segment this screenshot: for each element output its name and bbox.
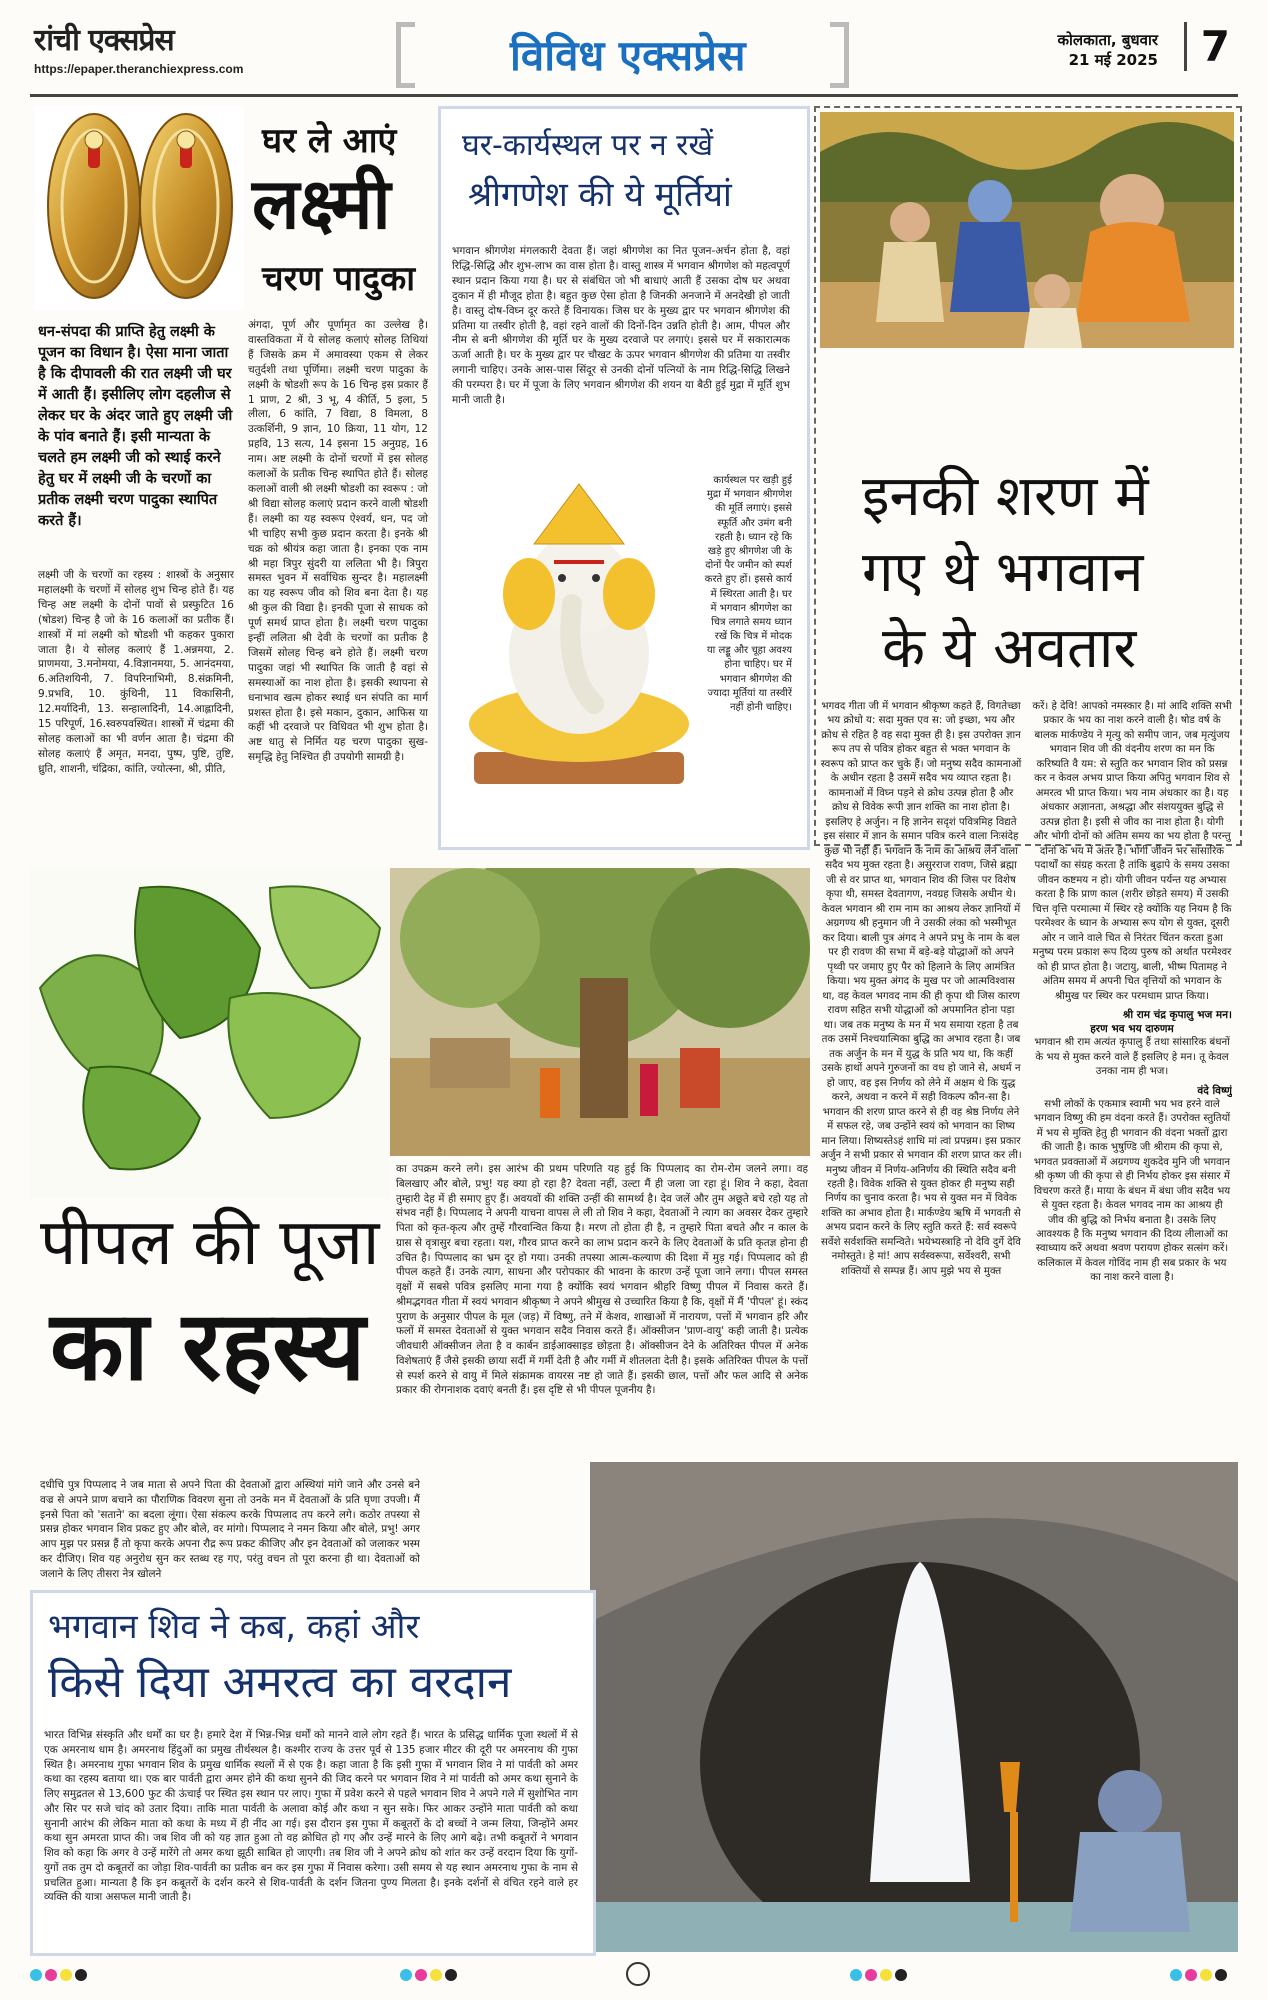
charan-paduka-image [34,106,244,310]
peepal-body-left: दधीचि पुत्र पिप्पलाद ने जब माता से अपने पिता की देवताओं द्वारा अस्थियां मांगे जाने और उनसे बने वज्र से अपने प्राण बचाने का पौराणिक विवरण सुना तो उनके मन में देवताओं के प्रति घृणा उपजी। मैं इनसे पिता को 'सताने' का बदला लूंगा। ऐसा संकल्प करके पिप्पलाद तप करने लगे। कठोर तपस्या से प्रसन्न होकर भगवान शिव प्रकट हुए और बोले, वर मांगो। पिप्पलाद ने नमन किया और बोले, प्रभु! अगर आप मुझ पर प्रसन्न हैं तो कृपा करके अपना रौद्र रूप प्रकट कीजिए और इन देवताओं को जलाकर भस्म कर दीजिए। शिव यह अनुरोध सुन कर स्तब्ध रह गए, परंतु वचन तो पूरा करना ही था। देवताओं को जलाने के लिए तीसरा नेत्र खोलने [40,1479,420,1580]
cyan-dot-icon [1170,1969,1182,1981]
black-dot-icon [895,1969,907,1981]
dateline [1058,30,1159,70]
lakshmi-body-col1: लक्ष्मी जी के चरणों का रहस्य : शास्त्रों के अनुसार महालक्ष्मी के चरणों में सोलह शुभ चिन्ह होते हैं। यह चिन्ह अष्ट लक्ष्मी के दोनों पावों से प्रस्फुटित 16 (षोडश) चिन्ह है जो के 16 कलाओं का प्रतीक हैं। शास्त्रों में मां लक्ष्मी को षोडशी भी कहकर पुकारा जाता है। ये सोलह कलाएं हैं 1.अन्नमया, 2. प्राणमया, 3.मनोमया, 4.विज्ञानमया, 5. आनंदमया, 6.अतिशयिनी, 7. विपरिनाभिमी, 8.संक्रमिनी, 9.प्रभवि, 10. कुंथिनी, 11 विकासिनी, 12.मर्यादिनी, 13. सन्हालादिनी, 14.आह्लादिनी, 15 परिपूर्ण, 16.स्वरुपवस्थित। शास्त्रों में चंद्रमा की सोलह कलाओं का भी वर्णन आता है। चंद्रमा की सोलह कलाएं हैं अमृत, मनदा, पुष्प, पुष्टि, तुष्टि, ध्रुति, शाशनी, चंद्रिका, कांति, ज्योत्स्ना, श्री, प्रीति, [38,569,234,775]
header-rule [30,94,1238,97]
sage-painting-image [820,112,1234,348]
registration-mark-icon [626,1962,650,1986]
cyan-dot-icon [850,1969,862,1981]
avatar-headline-2: गए थे भगवान [862,540,1144,605]
print-registration-bar [30,1962,1238,1984]
avatar-subhead-1b: हरण भव भय दारुणम [1090,1023,1174,1036]
cyan-dot-icon [30,1969,42,1981]
magenta-dot-icon [1185,1969,1197,1981]
avatar-subhead-1: श्री राम चंद्र कृपालु भज मन। [1122,1009,1232,1022]
bracket-right-icon [830,22,849,88]
bracket-left-icon [396,22,415,88]
section-title: विविध एक्सप्रेस [510,31,746,80]
avatar-body-col2c: सभी लोकों के एकमात्र स्वामी भय भव हरने वाले भगवान विष्णु की हम वंदना करते हैं। उपरोक्त स्तुतियों में भय से मुक्ति हेतु ही भगवान की वंदना भक्तों द्वारा की जाती है। काक भुषुण्डि जी श्रीराम की कृपा से, भगवत प्रवक्ताओं में अग्रगण्य शुकदेव मुनि जी भगवान श्री कृष्ण जी की कृपा से ही निर्भय होकर इस संसार में विचरण करते हैं। माया के बंधन में बंधा जीव सदैव भय से युक्त रहता है। केवल भगवद नाम का आश्रय ही जीव की बुद्धि को निर्भय बनाता है। उसके लिए आवश्यक है कि मनुष्य भगवान की दिव्य लीलाओं का स्वाध्याय करें अथवा श्रवण परायण होकर सत्संग करें। कलिकाल में केवल गोविंद नाम ही सब प्रकार के भय का नाश करने वाला है। [1033,1098,1231,1284]
lakshmi-intro: धन-संपदा की प्राप्ति हेतु लक्ष्मी के पूजन का विधान है। ऐसा माना जाता है कि दीपावली की रात लक्ष्मी जी घर में आती हैं। इसीलिए लोग दहलीज से लेकर घर के अंदर जाते हुए लक्ष्मी जी के पांव बनाते हैं। इसी मान्यता के चलते हम लक्ष्मी जी को स्थाई करने हेतु घर में लक्ष्मी जी के चरणों का प्रतीक लक्ष्मी चरण पादुका स्थापित करते हैं। [38,324,233,530]
ganesh-body-top: भगवान श्रीगणेश मंगलकारी देवता हैं। जहां श्रीगणेश का नित पूजन-अर्चन होता है, वहां रिद्धि-सिद्धि और शुभ-लाभ का वास होता है। वास्तु शास्त्र में भगवान श्रीगणेश को महत्वपूर्ण स्थान प्रदान किया गया है। घर से संबंधित जो भी बाधाएं आती हैं उसका दोष घर अथवा दुकान में ही मौजूद होता है। बहुत कुछ ऐसा होता है जिनकी अनजाने में अनदेखी हो जाती है। वास्तु दोष-विघ्न दूर करते हैं विनायक। जिस घर के मुख्य द्वार पर भगवान श्रीगणेश की प्रतिमा या तस्वीर होती है, वहां रहने वालों की दिनों-दिन उन्नति होती है। आम, पीपल और नीम से बनी श्रीगणेश की मूर्ति घर के मुख्य दरवाजे पर लगाएं। इससे घर में सकारात्मक ऊर्जा आती है। घर के मुख्य द्वार पर चौखट के ऊपर भगवान श्रीगणेश की प्रतिमा या तस्वीर लगानी चाहिए। उनके आस-पास सिंदूर से उनकी दोनों पत्नियों के नाम रिद्धि-सिद्धि लिखने की परम्परा है। घर में पूजा के लिए भगवान श्रीगणेश की शयन या बैठी हुई मुद्रा में मूर्ति शुभ मानी जाती है। [452,245,790,407]
city-day: कोलकाता, बुधवार [1057,31,1158,49]
avatar-body-col1: भगवद गीता जी में भगवान श्रीकृष्ण कहते हैं, विगतेच्छा भय क्रोधो य: सदा मुक्त एव स: जो इच्छा, भय और क्रोध से रहित है वह सदा मुक्त ही है। इस उपरोक्त ज्ञान रूप तप से पवित्र होकर बहुत से भक्त भगवान के स्वरूप को प्राप्त कर चुके हैं। जो मनुष्य सदैव कामनाओं के अधीन रहता है उसमें सदैव भय व्याप्त रहता है। कामनाओं में विघ्न पड़ने से क्रोध उत्पन्न होता है और क्रोध से विवेक रूपी ज्ञान शक्ति का नाश होता है। इसलिए हे अर्जुन। न हि ज्ञानेन सदृशं पवित्रमिह विद्यते इस संसार में ज्ञान के समान पवित्र करने वाला निःसंदेह कुछ भी नहीं है। भगवान के नाम का आश्रय लेने वाला सदैव भय मुक्त रहता है। असुरराज रावण, जिसे ब्रह्मा जी से वर प्राप्त था, भगवान शिव की जिस पर विशेष कृपा थी, समस्त देवतागण, नवग्रह जिसके अधीन थे। केवल भगवान श्री राम नाम का आश्रय लेकर ज्ञानियों में अग्रगण्य श्री हनुमान जी ने उसकी लंका को भस्मीभूत कर दिया। बाली पुत्र अंगद ने अपने प्रभु के नाम के बल पर ही रावण की सभा में बड़े-बड़े योद्धाओं को अपने पृथ्वी पर जमाए हुए पैर को हिलाने के लिए आमंत्रित किया। भय मुक्त अंगद के मुख पर जो आत्मविश्वास था, वह केवल भगवद नाम की ही कृपा थी जिस कारण रावण सहित सभी योद्धाओं को अपमानित होना पड़ा था। जब तक मनुष्य के मन में भय समाया रहता है तब तक उसमें निश्चयात्मिका बुद्धि का अभाव रहता है। जब तक अर्जुन के मन में युद्ध के प्रति भय था, कि कहीं उसके हाथों अपने गुरुजनों का वध हो जाने से, अधर्म न हो जाए, वह इस निर्णय को लेने में अक्षम थे कि युद्ध करने, अथवा न करने में सही विकल्प कौन-सा है। भगवान की शरण प्राप्त करने से ही वह श्रेष्ठ निर्णय लेने में सफल रहे, जब उन्होंने स्वयं को भगवान का शिष्य मान लिया। शिष्यस्तेऽहं शाधि मां त्वां प्रपन्नम। इस प्रकार अर्जुन ने सभी प्रकार से भगवान की शरण प्राप्त कर ली। मनुष्य जीवन में निर्णय-अनिर्णय की स्थिति सदैव बनी रहती है। विवेक शक्ति से युक्त होकर ही मनुष्य सही निर्णय का चुनाव करता है। भय से युक्त मन में विवेक शक्ति का अभाव होता है। मार्कण्डेय ऋषि में भगवती से अभय प्रदान करने के लिए स्तुति करते हैं: सर्व स्वरूपे सर्वेशे सर्वशक्ति समन्विते। भयेभ्यस्त्राहि नो देवि दुर्गे देवि नमोस्तुते। हे मां! आप सर्वस्वरूपा, सर्वेश्वरी, सभी शक्तियों से सम्पन्न हैं। आप मुझे भय से मुक्त [820,701,1022,1277]
ganesh-headline-1: घर-कार्यस्थल पर न रखें [462,128,713,163]
magenta-dot-icon [45,1969,57,1981]
masthead [0,0,1268,96]
shiva-headline-1: भगवान शिव ने कब, कहां और [48,1607,420,1647]
ganesh-idol-image [454,474,700,792]
peepal-body-mid: का उपक्रम करने लगे। इस आरंभ की प्रथम परिणति यह हुई कि पिप्पलाद का रोम-रोम जलने लगा। वह बिलखाए और बोले, प्रभु! यह क्या हो रहा है? देवता नहीं, उल्टा मैं ही जला जा रहा हूं। शिव ने कहा, देवता तुम्हारी देह में ही समाए हुए हैं। अवयवों की शक्ति उन्हीं की सामर्थ्य है। देव जलें और तुम अछूते बचे रहो यह तो संभव नहीं है। पिप्पलाद ने अपनी याचना वापस ले ली तो शिव ने कहा, देवताओं ने त्याग का अवसर देकर तुम्हारे पिता को कृत-कृत्य और तुम्हें गौरवान्वित किया है। मरण तो होता ही है, न तुम्हारे पिता बचते और न काल के ग्रास से वृत्रासुर बचा रहता। यश, गौरव प्राप्त करने का लाभ प्रदान करने के लिए देवताओं के प्रति कृतज्ञ होना ही उचित है। पिप्पलाद का भ्रम दूर हो गया। उनकी तपस्या आत्म-कल्याण की दिशा में मुड़ गई। पिप्पलाद को ही पीपल कहते हैं। उनके त्याग, साधना और परोपकार की भावना के कारण उन्हें पूजा जाने लगा। पीपल समस्त वृक्षों में सबसे पवित्र इसलिए माना गया है क्योंकि स्वयं भगवान श्रीहरि विष्णु पीपल में निवास करते हैं। श्रीमद्भगवत गीता में स्वयं भगवान श्रीकृष्ण ने अपने श्रीमुख से उच्चारित किया है कि, वृक्षों में मैं 'पीपल' हूं। स्कंद पुराण के अनुसार पीपल के मूल (जड़) में विष्णु, तने में केशव, शाखाओं में नारायण, पत्तों में भगवान हरि और फलों में समस्त देवताओं से युक्त भगवान सदैव निवास करते हैं। ऑक्सीजन 'प्राण-वायु' कही जाती है। प्रत्येक जीवधारी ऑक्सीजन लेता है व कार्बन डाईआक्साइड छोड़ता है। ऑक्सीजन देने के अतिरिक्त पीपल में अनेक विशेषताएं हैं जैसे इसकी छाया सर्दी में गर्मी देती है और गर्मी में शीतलता देती है। इसके अतिरिक्त पीपल के पत्तों से स्पर्श करने से वायु में मिले संक्रामक वायरस नष्ट हो जाते हैं। इसकी छाल, पत्तों और फल आदि से अनेक प्रकार की रोगनाशक दवाएं बनती हैं। इस दृष्टि से भी पीपल पूजनीय है। [396,1163,808,1397]
shiva-body: भारत विभिन्न संस्कृति और धर्मों का घर है। हमारे देश में भिन्न-भिन्न धर्मों को मानने वाले लोग रहते हैं। भारत के प्रसिद्ध धार्मिक पूजा स्थलों में से एक अमरनाथ धाम है। अमरनाथ हिंदुओं का प्रमुख तीर्थस्थल है। कश्मीर राज्य के उत्तर पूर्व से 135 हजार मीटर की दूरी पर अमरनाथ की गुफा स्थित है। अमरनाथ गुफा भगवान शिव के प्रमुख धार्मिक स्थलों में से एक है। कहा जाता है कि इसी गुफा में भगवान शिव ने मां पार्वती को अमर कथा का रहस्य बताया था। एक बार पार्वती द्वारा अमर होने की कथा सुनने की जिद करने पर भगवान शिव ने मां पार्वती को अमर कथा सुनाने के लिए समुद्रतल से 13,600 फुट की ऊंचाई पर स्थित इस स्थान पर लाए। गुफा में प्रवेश करने से पहले भगवान शिव ने अपने गले में सुशोभित नाग और सिर पर सजे चांद को उतार दिया। ताकि माता पार्वती के अलावा कोई और कथा न सुन सके। फिर आकर उन्होंने माता पार्वती को कथा सुनानी आरंभ की लेकिन माता को कथा के मध्य में ही नींद आ गई। इस दौरान इस गुफा में कबूतरों के दो बच्चों ने जन्म लिया, जिन्होंने अमर कथा सुन अमरता प्राप्त की। जब शिव जी को यह ज्ञात हुआ तो वह क्रोधित हो गए और उन्हें मारने के लिए आगे बढ़े। तभी कबूतरों ने भगवान शिव को कहा कि अगर वे उन्हें मारेंगे तो अमर कथा झूठी साबित हो जाएगी। तब शिव जी ने अपने क्रोध को शांत कर उन्हें वरदान दिया कि युगों-युगों तक तुम दो कबूतरों का जोड़ा शिव-पार्वती का प्रतीक बन कर इस गुफा में निवास करेगा। उसी समय से यह स्थान अमरनाथ गुफा के नाम से प्रचलित हुआ। मान्यता है कि इन कबूतरों के दर्शन करने से शिव-पार्वती के दर्शन जितना पुण्य मिलता है। इनके दर्शनों से वंचित रहने वाले हर व्यक्ति की यात्रा असफल मानी जाती है। [44,1729,578,1904]
amarnath-cave-image [590,1462,1238,1952]
black-dot-icon [445,1969,457,1981]
black-dot-icon [75,1969,87,1981]
lakshmi-body-col2: अंगदा, पूर्ण और पूर्णामृत का उल्लेख है। वास्तविकता में ये सोलह कलाएं सोलह तिथियां हैं जिसके क्रम में अमावस्या एकम से लेकर चतुर्दशी तथा पूर्णिमा। लक्ष्मी चरण पादुका के लक्ष्मी के षोडशी रूप के 16 चिन्ह इस प्रकार हैं 1 प्राण, 2 श्री, 3 भू, 4 कीर्ति, 5 इला, 5 लीला, 6 कांति, 7 विद्या, 8 विमला, 8 उत्कर्शिनी, 9 ज्ञान, 10 क्रिया, 11 योग, 12 प्रहवि, 13 सत्य, 14 इसना 15 अनुग्रह, 16 नाम। अष्ट लक्ष्मी के दोनों चरणों में इस सोलह कलाओं के प्रतीक चिन्ह स्थापित होते हैं। सोलह कलाओं वाली श्री लक्ष्मी षोडशी का स्वरूप : जो श्री विद्या सोलह कलाएं प्रदान करने वाली षोडशी हैं। लक्ष्मी का यह स्वरूप ऐश्वर्य, धन, पद जो भी चाहिए सभी कुछ प्रदान करता है। इनके श्री चक्र को श्रीयंत्र कहा जाता है। इनका एक नाम श्री महा त्रिपुर सुंदरी या ललिता भी है। त्रिपुरा समस्त भुवन में सर्वाधिक सुन्दर है। महालक्ष्मी का यह स्वरूप जीव को शिव बना देता है। यह श्री कुल की विद्या है। इनकी पूजा से साधक को पूर्ण समर्थ प्राप्त होता है। लक्ष्मी चरण पादुका इन्हीं ललिता श्री देवी के चरणों का प्रतीक है जिसमें सोलह चिन्ह बने होते हैं। लक्ष्मी चरण पादुका जहां भी स्थापित कि जाती है वहां से समस्याओं का नाश होता है। इसकी स्थापना से धनाभाव खत्म होकर स्थाई धन संपति का मार्ग प्रशस्त होता है। इसे मकान, दुकान, आफिस या कहीं भी दरवाजे पर विधिवत भी शुभ होता है। अष्ट धातु से निर्मित यह चरण पादुका सुख-समृद्धि हेतु निश्चित ही उपयोगी सामग्री है। [248,319,428,764]
yellow-dot-icon [1200,1969,1212,1981]
avatar-body-col2: करें। हे देवि! आपको नमस्कार है। मां आदि शक्ति सभी प्रकार के भय का नाश करने वाली है। षोड वर्ष के बालक मार्कण्डेय ने मृत्यु को समीप जान, जब मृत्युंजय भगवान शिव जी की वंदनीय शरण का मन कि करिष्यति वै यम: से स्तुति कर भगवान शिव को प्रसन्न कर न केवल अभय प्राप्त किया अपितु भगवान शिव से अमरत्व भी प्राप्त किया। भय नाम अंधकार का है। यह अंधकार अज्ञानता, अश्रद्धा और संशययुक्त बुद्धि से उत्पन्न होता है। इसी से जीव का नाश होता है। योगी और भोगी दोनों को अंतिम समय का भय होता है परन्तु दोनों के भय में अंतर है। भोगी जीवन भर सांसारिक पदार्थों का संग्रह करता है तांकि बुढ़ापे के समय उसका जीवन कष्टमय न हो। योगी जीवन पर्यन्त यह अभ्यास करता है कि प्राण काल (शरीर छोड़ते समय) में उसकी चित्त वृत्ति परमात्मा में स्थिर रहे क्योंकि यह नियम है कि परमेश्वर के ध्यान के अभ्यास रूप योग से युक्त, दूसरी ओर न जाने वाले चित से निरंतर चिंतन करता हुआ मनुष्य परम प्रकाश रूप दिव्य पुरुष को अर्थात परमेश्वर को ही प्राप्त होता है। जटायु, बाली, भीष्म पितामह ने अंतिम समय में अपनी चित वृत्तियों को भगवान के श्रीमुख पर स्थिर कर परमधाम प्राप्त किया। [1032,701,1232,1002]
avatar-col2-wrap [1032,700,1232,1520]
peepal-leaves-image [30,868,390,1198]
avatar-headline-3: के ये अवतार [882,616,1137,681]
lakshmi-headline-2: लक्ष्मी [252,163,391,245]
epaper-url[interactable]: https://epaper.theranchiexpress.com [34,62,244,76]
avatar-subhead-2: वंदे विष्णुं [1197,1084,1232,1097]
peepal-tree-photo [390,868,810,1156]
avatar-headline-1: इनकी शरण में [862,464,1149,529]
magenta-dot-icon [865,1969,877,1981]
yellow-dot-icon [880,1969,892,1981]
lakshmi-headline-1: घर ले आएं [262,121,397,161]
avatar-body-col2b: भगवान श्री राम अत्यंत कृपालु हैं तथा सांसारिक बंधनों के भय से मुक्त करने वाले हैं इसलिए हे मन। तू केवल उनका नाम ही भज। [1034,1037,1230,1078]
ganesh-headline-2: श्रीगणेश की ये मूर्तियां [468,175,732,215]
yellow-dot-icon [60,1969,72,1981]
yellow-dot-icon [430,1969,442,1981]
page-number: 7 [1184,22,1230,71]
peepal-headline-1: पीपल की पूजा [40,1206,380,1280]
magenta-dot-icon [415,1969,427,1981]
issue-date: 21 मई 2025 [1068,51,1158,69]
brand-logo: रांची एक्सप्रेस [34,23,174,58]
ganesh-body-side: कार्यस्थल पर खड़ी हुई मुद्रा में भगवान श्रीगणेश की मूर्ति लगाएं। इससे स्फूर्ति और उमंग बनी रहती है। ध्यान रहे कि खड़े हुए श्रीगणेश जी के दोनों पैर जमीन को स्पर्श करते हुए हों। इससे कार्य में स्थिरता आती है। घर में भगवान श्रीगणेश का चित्र लगाते समय ध्यान रखें कि चित्र में मोदक या लड्डू और चूहा अवश्य होना चाहिए। घर में भगवान श्रीगणेश की ज्यादा मूर्तियां या तस्वीरें नहीं होनी चाहिए। [704,475,792,713]
cyan-dot-icon [400,1969,412,1981]
peepal-headline-2: का रहस्य [50,1290,366,1402]
black-dot-icon [1215,1969,1227,1981]
shiva-headline-2: किसे दिया अमरत्व का वरदान [48,1657,512,1708]
lakshmi-headline-3: चरण पादुका [262,259,416,299]
